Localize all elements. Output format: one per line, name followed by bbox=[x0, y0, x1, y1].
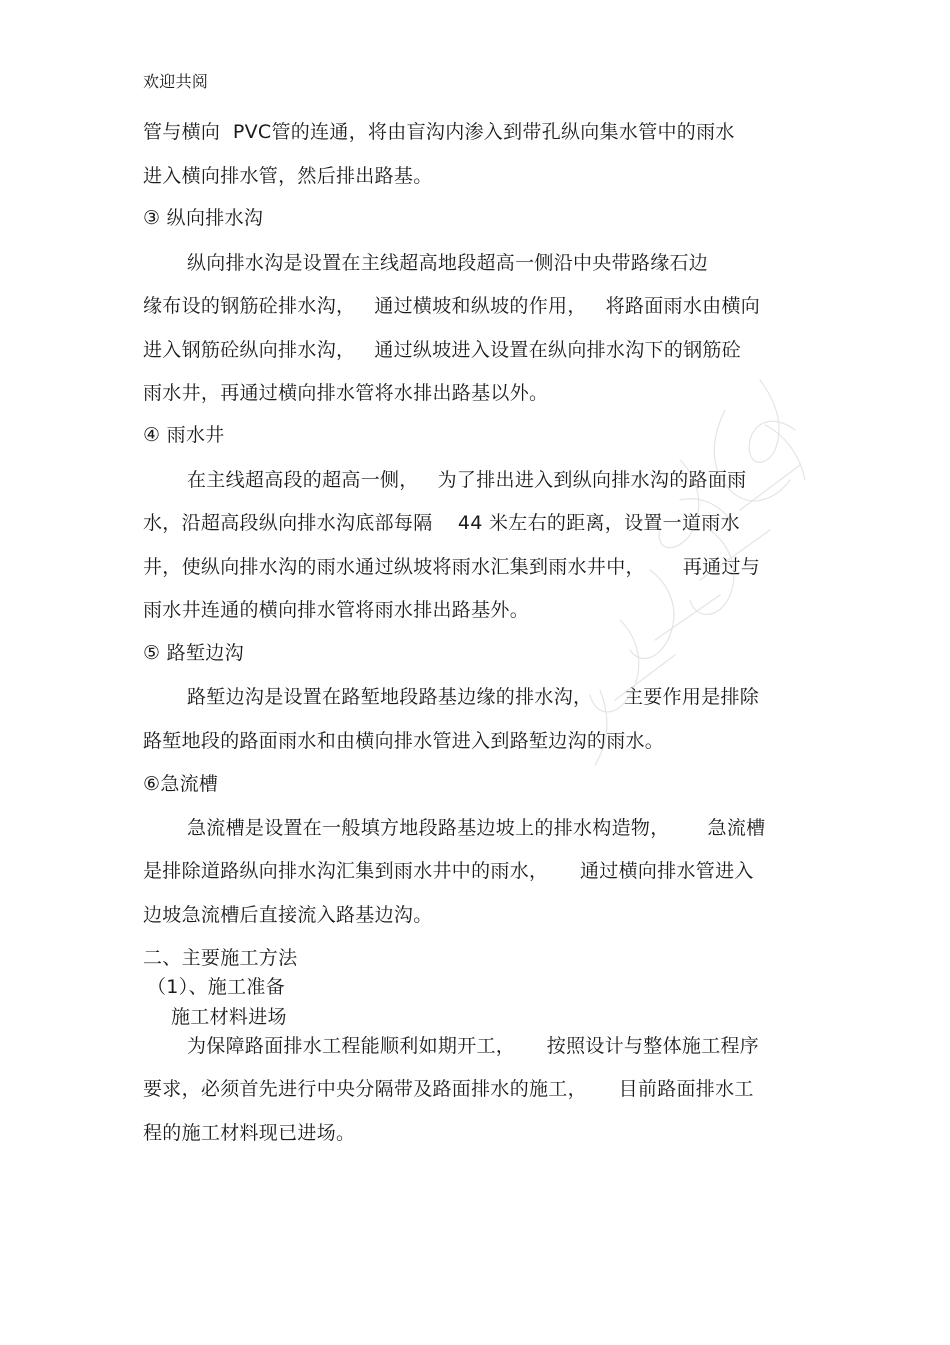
paragraph-line: 进入钢筋砼纵向排水沟， 通过纵坡进入设置在纵向排水沟下的钢筋砼 bbox=[143, 339, 742, 361]
paragraph-line: 路堑边沟是设置在路堑地段路基边缘的排水沟， 主要作用是排除 bbox=[187, 686, 760, 708]
paragraph-line: 雨水井，再通过横向排水管将水排出路基以外。 bbox=[143, 382, 549, 404]
paragraph-line: 井，使纵向排水沟的雨水通过纵坡将雨水汇集到雨水井中， 再通过与 bbox=[143, 556, 761, 578]
subsection-subtitle: 施工材料进场 bbox=[171, 1006, 287, 1028]
subsection-title-1: （1）、施工准备 bbox=[147, 976, 285, 998]
section-heading-4: ④ 雨水井 bbox=[143, 424, 225, 446]
paragraph-line: 要求，必须首先进行中央分隔带及路面排水的施工， 目前路面排水工 bbox=[143, 1078, 754, 1100]
section-heading-5: ⑤ 路堑边沟 bbox=[143, 642, 244, 664]
paragraph-line: 路堑地段的路面雨水和由横向排水管进入到路堑边沟的雨水。 bbox=[143, 730, 665, 752]
section-heading-3: ③ 纵向排水沟 bbox=[143, 207, 264, 229]
paragraph-line: 管与横向 PVC管的连通，将由盲沟内渗入到带孔纵向集水管中的雨水 bbox=[143, 121, 735, 143]
paragraph-line: 是排除道路纵向排水沟汇集到雨水井中的雨水， 通过横向排水管进入 bbox=[143, 860, 754, 882]
paragraph-line: 在主线超高段的超高一侧， 为了排出进入到纵向排水沟的路面雨 bbox=[187, 469, 747, 491]
section-heading-6: ⑥急流槽 bbox=[143, 773, 219, 795]
paragraph-line: 水，沿超高段纵向排水沟底部每隔 44 米左右的距离，设置一道雨水 bbox=[143, 512, 740, 534]
page-header: 欢迎共阅 bbox=[143, 72, 209, 91]
paragraph-line: 为保障路面排水工程能顺利如期开工， 按照设计与整体施工程序 bbox=[187, 1035, 760, 1057]
paragraph-line: 雨水井连通的横向排水管将雨水排出路基外。 bbox=[143, 599, 530, 621]
paragraph-line: 纵向排水沟是设置在主线超高地段超高一侧沿中央带路缘石边 bbox=[187, 252, 709, 274]
paragraph-line: 进入横向排水管，然后排出路基。 bbox=[143, 165, 433, 187]
paragraph-line: 边坡急流槽后直接流入路基边沟。 bbox=[143, 904, 433, 926]
paragraph-line: 缘布设的钢筋砼排水沟， 通过横坡和纵坡的作用， 将路面雨水由横向 bbox=[143, 295, 761, 317]
paragraph-line: 程的施工材料现已进场。 bbox=[143, 1122, 356, 1144]
watermark-graphic bbox=[560, 370, 820, 790]
section-title-2: 二、主要施工方法 bbox=[143, 947, 298, 969]
paragraph-line: 急流槽是设置在一般填方地段路基边坡上的排水构造物， 急流槽 bbox=[187, 817, 766, 839]
